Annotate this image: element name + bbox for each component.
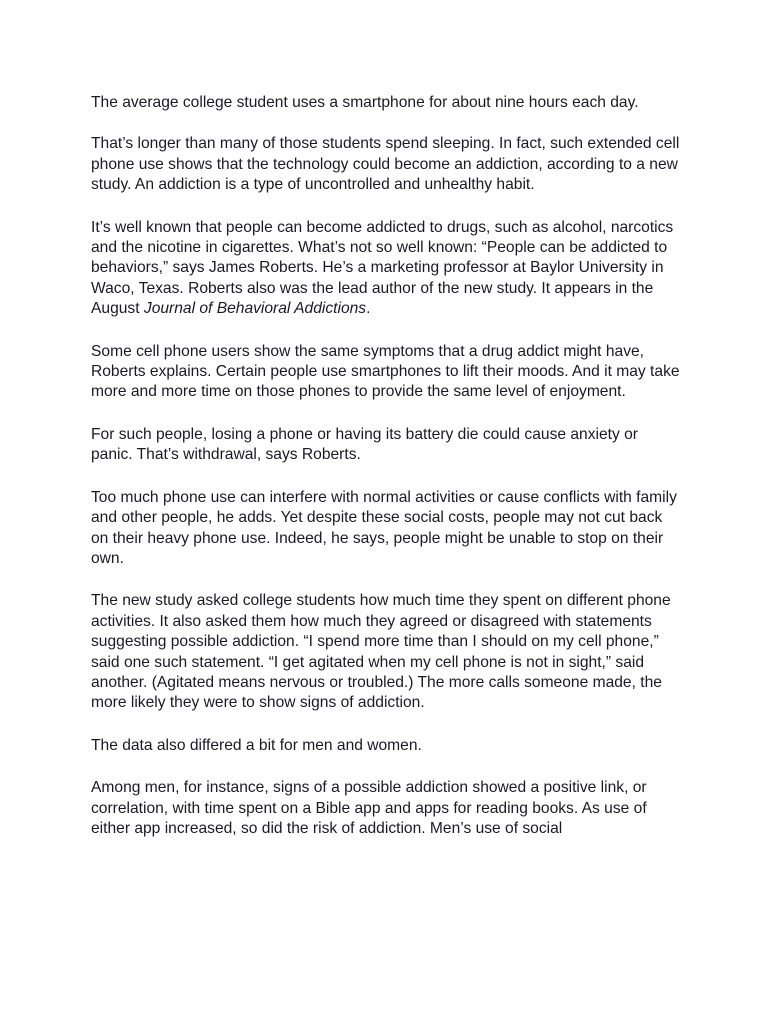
document-page bbox=[91, 93, 681, 861]
paragraph-3 bbox=[91, 218, 681, 320]
paragraph-3-text: It’s well known that people can become addicted to drugs, such as alcohol, narcotics and the nicotine in cigarettes. What’s not so well known: “People can be addicted to behaviors,” says James Roberts. He’s a marketing professor at Baylor University in Waco, Texas. Roberts also was the lead author of the new study. It appears in the August bbox=[91, 218, 674, 318]
paragraph-3-end: . bbox=[366, 300, 371, 318]
paragraph-8: The data also differed a bit for men and women. bbox=[91, 736, 422, 754]
journal-title: Journal of Behavioral Addictions bbox=[143, 300, 367, 318]
paragraph-5: For such people, losing a phone or having its battery die could cause anxiety or panic. That’s withdrawal, says Roberts. bbox=[91, 425, 638, 464]
paragraph-1: The average college student uses a smartphone for about nine hours each day. bbox=[91, 94, 639, 111]
paragraph-7: The new study asked college students how much time they spent on different phone activities. It also asked them how much they agreed or disagreed with statements suggesting possible addiction. “I spend more time than I should on my cell phone,” said one such statement. “I get agitated when my cell phone is not in sight,” said another. (Agitated means nervous or troubled.) The more calls someone made, the more likely they were to show signs of addiction. bbox=[91, 592, 671, 712]
paragraph-2: That’s longer than many of those students spend sleeping. In fact, such extended cell phone use shows that the technology could become an addiction, according to a new study. An addiction is a type of uncontrolled and unhealthy habit. bbox=[91, 135, 680, 194]
paragraph-6: Too much phone use can interfere with normal activities or cause conflicts with family and other people, he adds. Yet despite these social costs, people may not cut back on their heavy phone use. Indeed, he says, people might be unable to stop on their own. bbox=[91, 488, 677, 567]
paragraph-9: Among men, for instance, signs of a possible addiction showed a positive link, or correlation, with time spent on a Bible app and apps for reading books. As use of either app increased, so did the risk of addiction. Men’s use of social bbox=[91, 779, 647, 837]
paragraph-4: Some cell phone users show the same symptoms that a drug addict might have, Roberts explains. Certain people use smartphones to lift their moods. And it may take more and more time on those phones to provide the same level of enjoyment. bbox=[91, 342, 680, 401]
